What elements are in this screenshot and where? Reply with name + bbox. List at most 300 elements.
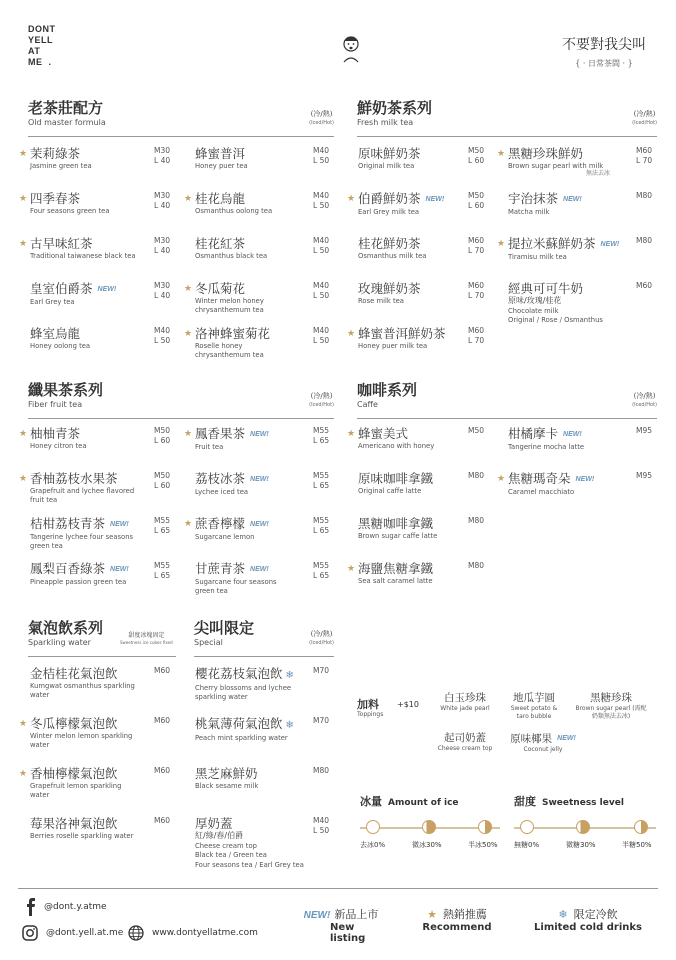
item-name-text: 蜂室烏龍: [30, 326, 81, 341]
menu-item[interactable]: [347, 326, 490, 351]
price-medium: M40: [313, 326, 330, 335]
empty-circle-icon: [366, 820, 380, 834]
new-badge: NEW!: [563, 196, 582, 203]
price-medium: M70: [313, 666, 330, 675]
item-name-text: 桂花鮮奶茶: [358, 236, 421, 251]
menu-item[interactable]: [497, 471, 658, 497]
price-large: L 60: [468, 156, 485, 165]
star-icon: ★: [19, 769, 28, 779]
item-en-name: Cherry blossoms and lychee sparkling water: [195, 684, 292, 701]
menu-item[interactable]: [30, 561, 176, 587]
item-name-text: 厚奶蓋: [195, 816, 233, 831]
new-badge: NEW!: [110, 566, 129, 573]
topping-item: 黑糖珍珠 Brown sugar pearl (需配奶類無法去冰): [575, 692, 647, 720]
brand-tagline: { · 日常茶間 · }: [575, 59, 633, 68]
price-large: L 40: [154, 156, 171, 165]
item-name-text: 茉莉綠茶: [30, 146, 81, 161]
price-medium: M55: [313, 561, 330, 570]
star-icon: ★: [19, 194, 28, 204]
item-price: [154, 816, 170, 826]
price-large: L 60: [468, 201, 485, 210]
section-divider: [194, 656, 334, 657]
item-name-text: 冬瓜檸檬氣泡飲: [30, 716, 118, 731]
item-en-name: Tiramisu milk tea: [508, 253, 567, 261]
menu-item[interactable]: [195, 471, 335, 497]
brand-logo-zh: [562, 34, 646, 69]
sweetness-scale: [514, 793, 656, 863]
menu-item[interactable]: [195, 766, 335, 791]
item-en-name: Original caffe latte: [358, 487, 422, 495]
menu-item[interactable]: [184, 516, 335, 542]
item-name-text: 四季春茶: [30, 191, 81, 206]
item-name-text: 伯爵鮮奶茶: [358, 191, 421, 206]
section-divider: [28, 418, 334, 419]
price-medium: M40: [313, 146, 330, 155]
menu-item[interactable]: [184, 426, 335, 452]
item-en-name: Caramel macchiato: [508, 488, 575, 496]
item-price: [154, 516, 170, 536]
legend-recommend: ★ 熱銷推薦 Recommend: [422, 908, 492, 933]
scale-tick: 無糖0%: [514, 841, 540, 849]
price-large: L 50: [313, 336, 330, 345]
new-badge: NEW!: [563, 431, 582, 438]
section-title: 鮮奶茶系列: [357, 99, 433, 117]
section-subtitle: Caffe: [357, 400, 378, 409]
item-price: [313, 666, 329, 676]
menu-item[interactable]: [30, 666, 176, 699]
instagram-icon: [22, 925, 38, 941]
section-divider: [357, 136, 657, 137]
menu-item[interactable]: [30, 516, 176, 550]
price-medium: M55: [313, 426, 330, 435]
star-icon: ★: [19, 239, 28, 249]
item-en-variants: Original / Rose / Osmanthus: [508, 316, 603, 324]
menu-item[interactable]: [508, 281, 658, 325]
item-name-text: 香柚荔枝水果茶: [30, 471, 118, 486]
snowflake-icon: ❄: [285, 670, 294, 681]
item-price: [154, 191, 170, 211]
new-badge: NEW!: [303, 910, 331, 921]
menu-item[interactable]: [195, 236, 335, 261]
price-large: L 70: [468, 291, 485, 300]
item-variants: 原味/玫瑰/桂花: [508, 296, 562, 305]
item-variants: 紅/綠/春/伯爵: [195, 831, 244, 840]
price-medium: M50: [468, 146, 485, 155]
item-price: [154, 561, 170, 581]
item-en-name: Sugarcane four seasons green tea: [195, 578, 277, 595]
star-icon: ★: [347, 429, 356, 439]
half-circle-icon: [478, 820, 492, 834]
item-price: [636, 471, 652, 481]
hot-cold-label: (冷/熱) (Iced/Hot): [632, 110, 657, 126]
brand-name: 不要對我尖叫: [562, 37, 646, 53]
price-medium: M55: [313, 471, 330, 480]
menu-item[interactable]: [30, 326, 176, 351]
price-medium: M40: [154, 326, 171, 335]
item-en-name: Honey oolong tea: [30, 342, 91, 350]
item-name-text: 黑糖咖啡拿鐵: [358, 516, 434, 531]
snowflake-icon: ❄: [285, 720, 294, 731]
item-name-text: 焦糖瑪奇朵: [508, 471, 571, 486]
item-en-name: Americano with honey: [358, 442, 435, 450]
item-name-text: 桃氣薄荷氣泡飲: [195, 716, 283, 731]
item-price: [468, 471, 484, 481]
item-en-name: Winter melon lemon sparkling water: [30, 732, 133, 749]
price-medium: M80: [468, 471, 485, 480]
price-large: L 60: [154, 436, 171, 445]
menu-item[interactable]: [195, 816, 335, 869]
price-large: L 70: [468, 246, 485, 255]
topping-item: 地瓜芋圓 Sweet potato & taro bubble: [510, 692, 558, 720]
item-name-text: 黑芝麻鮮奶: [195, 766, 258, 781]
item-en-name: Brown sugar caffe latte: [358, 532, 438, 540]
section-title: 老茶莊配方: [28, 99, 104, 117]
item-price: [636, 281, 652, 291]
section-subtitle: Special: [194, 638, 223, 647]
new-badge: NEW!: [250, 431, 269, 438]
item-en-name: Earl Grey tea: [30, 298, 75, 306]
item-en-name: Grapefruit lemon sparkling water: [30, 782, 122, 799]
item-en-variants: Four seasons tea / Earl Grey tea: [195, 860, 304, 869]
sweetness-label: 甜度 Sweetness level: [514, 795, 624, 808]
item-name-text: 莓果洛神氣泡飲: [30, 816, 118, 831]
item-price: [154, 716, 170, 726]
logo-line: DONT: [28, 24, 56, 34]
price-medium: M55: [313, 516, 330, 525]
item-en-name: Sugarcane lemon: [195, 533, 255, 541]
price-large: L 70: [636, 156, 653, 165]
legend-cold: ❄ 限定冷飲 Limited cold drinks: [534, 908, 642, 933]
price-medium: M50: [468, 191, 485, 200]
new-badge: NEW!: [250, 566, 269, 573]
menu-item[interactable]: [195, 666, 335, 701]
menu-item[interactable]: [19, 191, 176, 216]
toppings-price: +$10: [397, 700, 419, 709]
item-price: [313, 766, 329, 776]
item-en-name: Kumgwat osmanthus sparkling water: [30, 682, 135, 699]
item-name-text: 柑橘摩卡: [508, 426, 559, 441]
menu-item[interactable]: [508, 426, 658, 452]
menu-item[interactable]: [19, 426, 176, 451]
item-name-text: 荔枝冰茶: [195, 471, 246, 486]
item-en-name: Honey puer milk tea: [358, 342, 428, 350]
item-name-text: 柚柚青茶: [30, 426, 81, 441]
price-large: L 65: [313, 526, 330, 535]
item-price: [154, 426, 170, 446]
price-medium: M80: [468, 561, 485, 570]
snowflake-icon: ❄: [558, 908, 568, 921]
item-price: [154, 146, 170, 166]
section-title: 尖叫限定: [194, 619, 255, 637]
menu-item[interactable]: [30, 816, 176, 841]
quarter-circle-icon: [576, 820, 590, 834]
new-badge: NEW!: [97, 286, 117, 293]
item-en-name: Pineapple passion green tea: [30, 578, 127, 586]
item-price: [154, 471, 170, 491]
price-medium: M80: [636, 236, 653, 245]
menu-item[interactable]: [19, 146, 176, 171]
price-large: L 65: [154, 526, 171, 535]
menu-item[interactable]: [497, 236, 658, 262]
star-icon: ★: [497, 474, 506, 484]
item-name-text: 甘蔗青茶: [195, 561, 246, 576]
item-name-text: 原味咖啡拿鐵: [358, 471, 434, 486]
menu-item[interactable]: [358, 236, 490, 261]
item-name-text: 蜂蜜普洱: [195, 146, 246, 161]
menu-item[interactable]: [195, 146, 335, 171]
menu-item[interactable]: [184, 326, 335, 359]
item-en-name: Osmanthus milk tea: [358, 252, 427, 260]
menu-item[interactable]: [195, 561, 335, 595]
section-subtitle: Old master formula: [28, 118, 106, 127]
item-en-name: Original milk tea: [358, 162, 415, 170]
price-large: L 40: [154, 291, 171, 300]
item-en-name: Osmanthus black tea: [195, 252, 268, 260]
price-medium: M95: [636, 426, 653, 435]
item-name-text: 古早味紅茶: [30, 236, 93, 251]
item-price: [313, 326, 329, 346]
star-icon: ★: [347, 329, 356, 339]
item-en-name: Traditional taiwanese black tea: [30, 252, 136, 260]
star-icon: ★: [184, 429, 193, 439]
price-large: L 70: [468, 336, 485, 345]
price-medium: M60: [468, 281, 485, 290]
price-medium: M60: [468, 236, 485, 245]
item-en-name: Peach mint sparkling water: [195, 734, 288, 742]
price-large: L 40: [154, 201, 171, 210]
half-circle-icon: [634, 820, 648, 834]
menu-item[interactable]: [30, 281, 176, 307]
item-price: [468, 426, 484, 436]
item-name-text: 黑糖珍珠鮮奶: [508, 146, 584, 161]
price-medium: M50: [154, 426, 171, 435]
price-medium: M95: [636, 471, 653, 480]
price-large: L 50: [313, 156, 330, 165]
section-divider: [357, 418, 657, 419]
sparkling-note: 甜度冰塊固定 Sweetness ice cubes fixed: [120, 632, 173, 645]
empty-circle-icon: [520, 820, 534, 834]
item-price: [313, 816, 329, 836]
logo-line: ME .: [28, 57, 52, 67]
item-en-name: Grapefruit and lychee flavored fruit tea: [30, 487, 135, 504]
toppings-subtitle: Toppings: [357, 711, 384, 718]
menu-item[interactable]: [497, 146, 658, 177]
topping-item: 白玉珍珠 White jade pearl: [440, 692, 490, 712]
item-price: [468, 561, 484, 571]
star-icon: ★: [497, 149, 506, 159]
item-price: [468, 281, 484, 301]
star-icon: ★: [184, 519, 193, 529]
scale-tick: 微冰30%: [412, 841, 442, 849]
item-en-name: Sea salt caramel latte: [358, 577, 433, 585]
scale-tick: 去冰0%: [360, 841, 386, 849]
price-medium: M40: [313, 816, 330, 825]
item-en-name: Jasmine green tea: [30, 162, 92, 170]
facebook-link[interactable]: @dont.y.atme: [24, 898, 107, 916]
menu-item[interactable]: [19, 471, 176, 504]
star-icon: ★: [19, 149, 28, 159]
item-name-text: 玫瑰鮮奶茶: [358, 281, 421, 296]
star-icon: ★: [347, 194, 356, 204]
item-price: [313, 561, 329, 581]
item-name-text: 提拉米蘇鮮奶茶: [508, 236, 596, 251]
item-price: [313, 716, 329, 726]
menu-item[interactable]: [19, 766, 176, 799]
price-medium: M70: [313, 716, 330, 725]
new-badge: NEW!: [575, 476, 595, 483]
hot-cold-label: (冷/熱) (Iced/Hot): [309, 392, 334, 408]
price-medium: M80: [636, 191, 653, 200]
item-en-name: Cheese cream top: [195, 841, 257, 850]
item-en-name: Chocolate milk: [508, 306, 559, 315]
item-price: [636, 426, 652, 436]
section-old-master: [28, 100, 334, 360]
section-subtitle: Fiber fruit tea: [28, 400, 83, 409]
section-title: 咖啡系列: [357, 381, 418, 399]
item-en-name: Earl Grey milk tea: [358, 208, 420, 216]
toppings-title: 加料: [357, 698, 379, 711]
new-badge: NEW!: [557, 735, 576, 742]
item-en-name: Berries roselle sparkling water: [30, 832, 134, 840]
price-medium: M60: [154, 716, 171, 725]
price-large: L 50: [313, 246, 330, 255]
item-price: [154, 281, 170, 301]
price-large: L 65: [313, 481, 330, 490]
item-price: [468, 146, 484, 166]
topping-item: 起司奶蓋 Cheese cream top: [437, 732, 493, 752]
price-medium: M60: [468, 326, 485, 335]
item-en-name: Fruit tea: [195, 443, 224, 451]
price-large: L 50: [313, 826, 330, 835]
price-medium: M55: [154, 561, 171, 570]
price-large: L 40: [154, 246, 171, 255]
new-badge: NEW!: [600, 241, 620, 248]
menu-item[interactable]: [195, 716, 335, 743]
item-name-text: 原味鮮奶茶: [358, 146, 421, 161]
item-en-variants: Black tea / Green tea: [195, 851, 267, 859]
menu-item[interactable]: [358, 281, 490, 306]
item-price: [468, 191, 484, 211]
item-name-text: 宇治抹茶: [508, 191, 559, 206]
item-name-text: 鳳香果茶: [195, 426, 246, 441]
item-price: [313, 146, 329, 166]
new-badge: NEW!: [110, 521, 129, 528]
item-name-text: 鳳梨百香綠茶: [30, 561, 106, 576]
item-name-text: 冬瓜菊花: [195, 281, 246, 296]
menu-item[interactable]: [19, 236, 176, 261]
item-en-name: Tangerine mocha latte: [508, 443, 585, 451]
menu-item[interactable]: [184, 281, 335, 314]
item-en-name: Osmanthus oolong tea: [195, 207, 273, 215]
item-price: [154, 766, 170, 776]
section-sparkling: [28, 620, 176, 647]
menu-item[interactable]: [347, 191, 490, 217]
item-price: [154, 236, 170, 256]
item-en-name: Lychee iced tea: [195, 488, 249, 496]
item-en-name: Brown sugar pearl with milk: [508, 162, 604, 170]
item-price: [468, 516, 484, 526]
price-medium: M40: [313, 236, 330, 245]
website-link[interactable]: www.dontyellatme.com: [128, 925, 258, 941]
item-price: [313, 236, 329, 256]
star-icon: ★: [19, 474, 28, 484]
menu-item[interactable]: [347, 561, 490, 586]
item-name-text: 桔柑荔枝青茶: [30, 516, 106, 531]
price-medium: M30: [154, 236, 171, 245]
price-large: L 65: [313, 436, 330, 445]
menu-item[interactable]: [19, 716, 176, 749]
item-en-name: Rose milk tea: [358, 297, 404, 305]
scale-tick: 半冰50%: [468, 841, 498, 849]
price-medium: M80: [313, 766, 330, 775]
star-icon: ★: [427, 908, 437, 921]
menu-item[interactable]: [358, 146, 490, 171]
logo-line: AT: [28, 46, 41, 56]
price-large: L 60: [154, 481, 171, 490]
logo-line: YELL: [28, 35, 54, 45]
item-en-name: Honey puer tea: [195, 162, 248, 170]
menu-item[interactable]: [184, 191, 335, 216]
globe-icon: [128, 925, 144, 941]
price-medium: M55: [154, 516, 171, 525]
item-en-name: Winter melon honey chrysanthemum tea: [195, 297, 264, 314]
item-en-name: Honey citron tea: [30, 442, 87, 450]
item-price: [154, 326, 170, 346]
section-title: 氣泡飲系列: [28, 619, 104, 637]
price-medium: M60: [154, 666, 171, 675]
star-icon: ★: [497, 239, 506, 249]
toppings-section: [357, 692, 657, 762]
price-large: L 65: [313, 571, 330, 580]
new-badge: NEW!: [250, 476, 269, 483]
star-icon: ★: [19, 719, 28, 729]
item-price: [313, 281, 329, 301]
item-price: [313, 191, 329, 211]
menu-item[interactable]: [358, 516, 490, 541]
item-name-text: 皇室伯爵茶: [30, 281, 93, 296]
item-name-text: 桂花烏龍: [195, 191, 246, 206]
item-name-text: 香柚檸檬氣泡飲: [30, 766, 118, 781]
footer-divider: [18, 888, 658, 889]
price-medium: M60: [154, 816, 171, 825]
scale-tick: 半糖50%: [622, 841, 652, 849]
price-medium: M40: [313, 191, 330, 200]
price-large: L 50: [313, 201, 330, 210]
item-name-text: 蜂蜜普洱鮮奶茶: [358, 326, 446, 341]
star-icon: ★: [347, 564, 356, 574]
instagram-link[interactable]: @dont.yell.at.me: [22, 925, 123, 941]
price-medium: M30: [154, 191, 171, 200]
item-price: [636, 146, 652, 166]
star-icon: ★: [184, 284, 193, 294]
section-title: 纖果茶系列: [28, 381, 104, 399]
item-price: [468, 236, 484, 256]
new-badge: NEW!: [250, 521, 269, 528]
price-large: L 50: [154, 336, 171, 345]
section-divider: [28, 136, 334, 137]
star-icon: ★: [184, 194, 193, 204]
menu-item[interactable]: [358, 471, 490, 496]
menu-item[interactable]: [347, 426, 490, 451]
item-en-name: Four seasons green tea: [30, 207, 110, 215]
item-name-text: 櫻花荔枝氣泡飲: [195, 666, 283, 681]
item-name-text: 蔗香檸檬: [195, 516, 246, 531]
legend-new: NEW! 新品上市 New listing: [303, 908, 379, 944]
item-name-text: 金桔桂花氣泡飲: [30, 666, 118, 681]
topping-item: 原味椰果 NEW! Coconut jelly: [510, 733, 576, 753]
price-medium: M30: [154, 146, 171, 155]
menu-item[interactable]: [508, 191, 658, 217]
